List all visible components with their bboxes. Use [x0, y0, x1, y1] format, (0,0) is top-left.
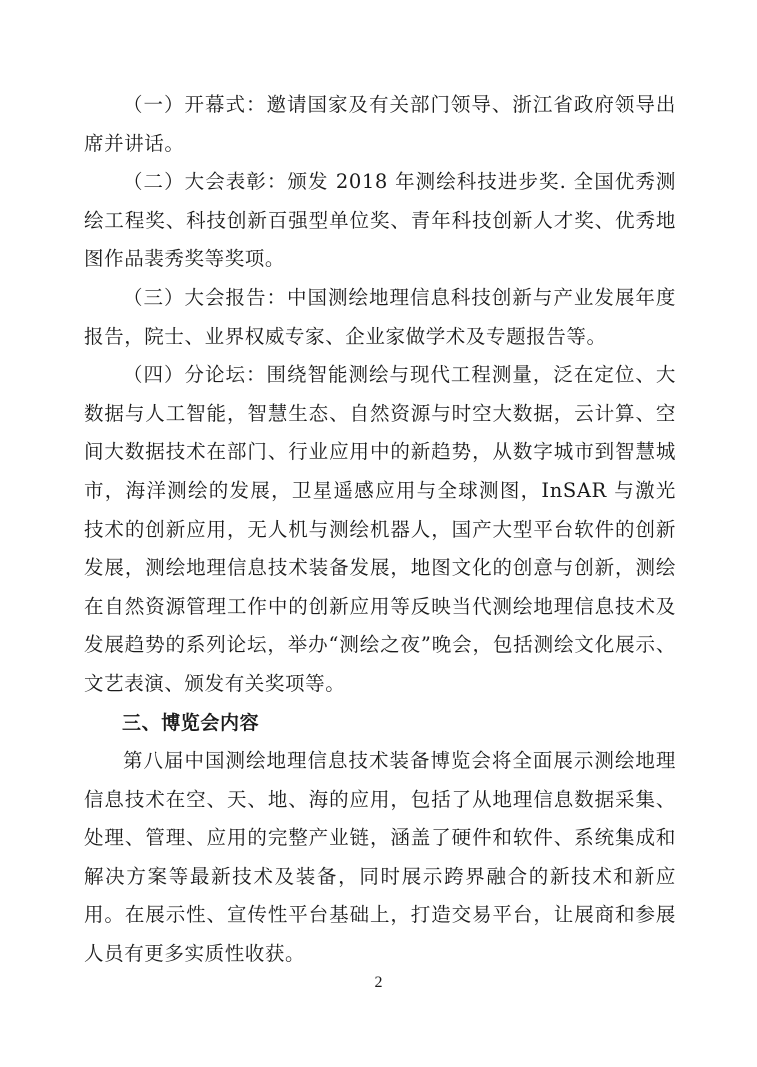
document-body: [84, 86, 676, 974]
paragraph-opening-ceremony: （一）开幕式：邀请国家及有关部门领导、浙江省政府领导出席并讲话。: [84, 93, 676, 155]
paragraph-forums: （四）分论坛：围绕智能测绘与现代工程测量，泛在定位、大数据与人工智能，智慧生态、自然资源与时空大数据，云计算、空间大数据技术在部门、行业应用中的新趋势，从数字城市到智慧城市，海洋测绘的发展，卫星遥感应用与全球测图，InSAR 与激光技术的创新应用，无人机与测绘机器人，国产大型平台软件的创新发展，测绘地理信息技术装备发展，地图文化的创意与创新，测绘在自然资源管理工作中的创新应用等反映当代测绘地理信息技术及发展趋势的系列论坛，举办“测绘之夜”晚会，包括测绘文化展示、文艺表演、颁发有关奖项等。: [84, 363, 676, 695]
paragraph-awards: （二）大会表彰：颁发 2018 年测绘科技进步奖. 全国优秀测绘工程奖、科技创新百强型单位奖、青年科技创新人才奖、优秀地图作品裴秀奖等奖项。: [84, 170, 676, 271]
section-heading-expo-content: 三、博览会内容: [122, 711, 260, 734]
page-number: 2: [374, 974, 383, 991]
paragraph-expo-description: 第八届中国测绘地理信息技术装备博览会将全面展示测绘地理信息技术在空、天、地、海的应用，包括了从地理信息数据采集、处理、管理、应用的完整产业链，涵盖了硬件和软件、系统集成和解决方案等最新技术及装备，同时展示跨界融合的新技术和新应用。在展示性、宣传性平台基础上，打造交易平台，让展商和参展人员有更多实质性收获。: [84, 749, 676, 966]
paragraph-reports: （三）大会报告：中国测绘地理信息科技创新与产业发展年度报告，院士、业界权威专家、企业家做学术及专题报告等。: [84, 285, 676, 348]
